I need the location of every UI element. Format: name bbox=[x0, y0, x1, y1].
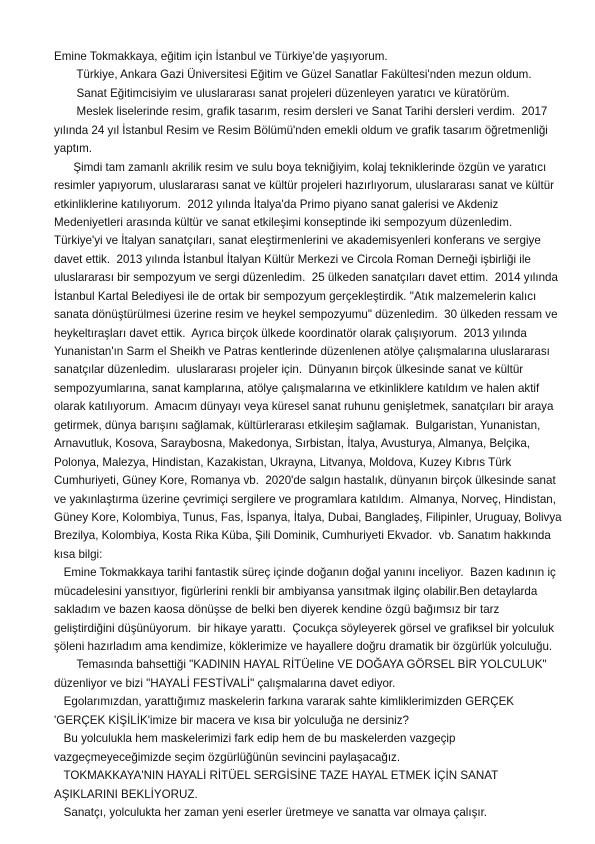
text-line: Emine Tokmakkaya tarihi fantastik süreç içinde doğanın doğal yanını inceliyor. Bazen kadının iç bbox=[54, 566, 556, 580]
text-line: kısa bilgi: bbox=[54, 547, 103, 561]
text-line: Türkiye'yi ve İtalyan sanatçıları, sanat eleştirmenlerini ve akademisyenleri konferans ve sergiye bbox=[54, 234, 541, 248]
text-line: Arnavutluk, Kosova, Saraybosna, Makedonya, Sırbistan, İtalya, Avusturya, Almanya, Belçika, bbox=[54, 437, 531, 451]
text-line: Güney Kore, Kolombiya, Tunus, Fas, İspanya, İtalya, Dubai, Bangladeş, Filipinler, Uruguay, Bolivya bbox=[54, 510, 562, 524]
text-line: ve yakınlaştırma üzerine çevrimiçi sergilere ve programlara katıldım. Almanya, Norveç, Hindistan, bbox=[54, 492, 556, 506]
text-line: Meslek liselerinde resim, grafik tasarım, resim dersleri ve Sanat Tarihi dersleri verdim. 2017 bbox=[54, 105, 548, 119]
text-line: Brezilya, Kolombiya, Kosta Rika Küba, Şili Dominik, Cumhuriyeti Ekvador. vb. Sanatım hakkında bbox=[54, 529, 551, 543]
biography-text bbox=[54, 48, 564, 822]
text-line: şöleni hazırladım ama kendimize, köklerimize ve hayallere doğru dramatik bir özgürlük yolculuğu. bbox=[54, 640, 553, 653]
text-line: 'GERÇEK KİŞİLİK'imize bir macera ve kısa bir yolculuğa ne dersiniz? bbox=[54, 713, 409, 727]
text-line: geliştirdiğini düşünüyorum. bir hikaye yarattı. Çocukça söyleyerek görsel ve grafiksel bir yolculuk bbox=[54, 621, 555, 635]
text-line: uluslararası bir sempozyum ve sergi düzenledim. 25 ülkeden sanatçıları davet ettim. 2014 yılında bbox=[54, 271, 558, 285]
text-line: düzenliyor ve bizi "HAYALİ FESTİVALİ" çalışmalarına davet ediyor. bbox=[54, 676, 396, 690]
text-line: Temasında bahsettiği "KADININ HAYAL RİTÜeline VE DOĞAYA GÖRSEL BİR YOLCULUK" bbox=[54, 658, 547, 672]
text-line: mücadelesini yansıtıyor, figürlerini renkli bir ambiyansa yansıtmak ilginç olabilir.Ben detaylarda bbox=[54, 584, 538, 598]
text-line: heykeltıraşları davet ettik. Ayrıca birçok ülkede koordinatör olarak çalışıyorum. 2013 yılında bbox=[54, 326, 527, 340]
text-line: getirmek, dünya barışını sağlamak, kültürlerarası etkileşim sağlamak. Bulgaristan, Yunanistan, bbox=[54, 418, 541, 432]
text-line: resimler yapıyorum, uluslararası sanat ve kültür projeleri hazırlıyorum, uluslararası sanat ve kültür bbox=[54, 179, 555, 193]
text-line: sanata dönüştürülmesi üzerine resim ve heykel sempozyumu" düzenledim. 30 ülkeden ressam ve bbox=[54, 308, 558, 322]
text-line: yılında 24 yıl İstanbul Resim ve Resim Bölümü'nden emekli oldum ve grafik tasarım öğretmenliği bbox=[54, 123, 548, 137]
text-line: Sanatçı, yolculukta her zaman yeni eserler üretmeye ve sanatta var olmaya çalışır. bbox=[54, 805, 488, 819]
text-line: sanatçılar düzenledim. uluslararası projeler için. Dünyanın birçok ülkesinde sanat ve kültür bbox=[54, 363, 524, 377]
text-line: Türkiye, Ankara Gazi Üniversitesi Eğitim ve Güzel Sanatlar Fakültesi'nden mezun oldum. bbox=[54, 68, 532, 82]
text-line: Yunanistan'ın Sarm el Sheikh ve Patras kentlerinde düzenlenen atölye çalışmalarına uluslararası bbox=[54, 345, 550, 358]
text-line: Sanat Eğitimcisiyim ve uluslararası sanat projeleri düzenleyen yaratıcı ve küratörüm. bbox=[54, 86, 510, 100]
text-line: vazgeçmeyeceğimizde seçim özgürlüğünün sevincini paylaşacağız. bbox=[54, 750, 401, 764]
text-line: Emine Tokmakkaya, eğitim için İstanbul ve Türkiye'de yaşıyorum. bbox=[54, 50, 388, 63]
text-line: Medeniyetleri arasında kültür ve sanat etkileşimi konseptinde iki sempozyum düzenledim. bbox=[54, 215, 513, 229]
text-line: İstanbul Kartal Belediyesi ile de ortak bir sempozyum gerçekleştirdik. "Atık malzemelerin kalıcı bbox=[54, 289, 537, 303]
text-line: Bu yolculukla hem maskelerimizi fark edip hem de bu maskelerden vazgeçip bbox=[54, 732, 456, 746]
text-line: AŞIKLARINI BEKLİYORUZ. bbox=[54, 787, 198, 801]
text-line: Şimdi tam zamanlı akrilik resim ve sulu boya tekniğiyim, kolaj tekniklerinde özgün ve yaratıcı bbox=[54, 160, 547, 174]
text-line: olarak katılıyorum. Amacım dünyayı veya küresel sanat ruhunu genişletmek, sanatçıları bir araya bbox=[54, 400, 554, 414]
text-line: TOKMAKKAYA'NIN HAYALİ RİTÜEL SERGİSİNE TAZE HAYAL ETMEK İÇİN SANAT bbox=[54, 769, 499, 783]
text-line: Cumhuriyeti, Güney Kore, Romanya vb. 2020'de salgın hastalık, dünyanın birçok ülkesinde sanat bbox=[54, 474, 556, 488]
text-line: Polonya, Malezya, Hindistan, Kazakistan, Ukrayna, Litvanya, Moldova, Kuzey Kıbrıs Türk bbox=[54, 455, 512, 469]
text-line: etkinliklerine katılıyorum. 2012 yılında İtalya'da Primo piyano sanat galerisi ve Akdeniz bbox=[54, 197, 499, 211]
text-line: sempozyumlarına, sanat kamplarına, atölye çalışmalarına ve etkinliklere katıldım ve halen aktif bbox=[54, 381, 540, 395]
text-line: yaptım. bbox=[54, 142, 93, 156]
text-line: sakladım ve bazen kaosa dönüşse de belki ben diyerek kendine özgü bağımsız bir tarz bbox=[54, 603, 500, 617]
text-line: Egolarımızdan, yarattığımız maskelerin farkına vararak sahte kimliklerimizden GERÇEK bbox=[54, 695, 515, 709]
text-line: davet ettik. 2013 yılında İstanbul İtalyan Kültür Merkezi ve Circola Roman Derneği işbirliği ile bbox=[54, 252, 531, 266]
